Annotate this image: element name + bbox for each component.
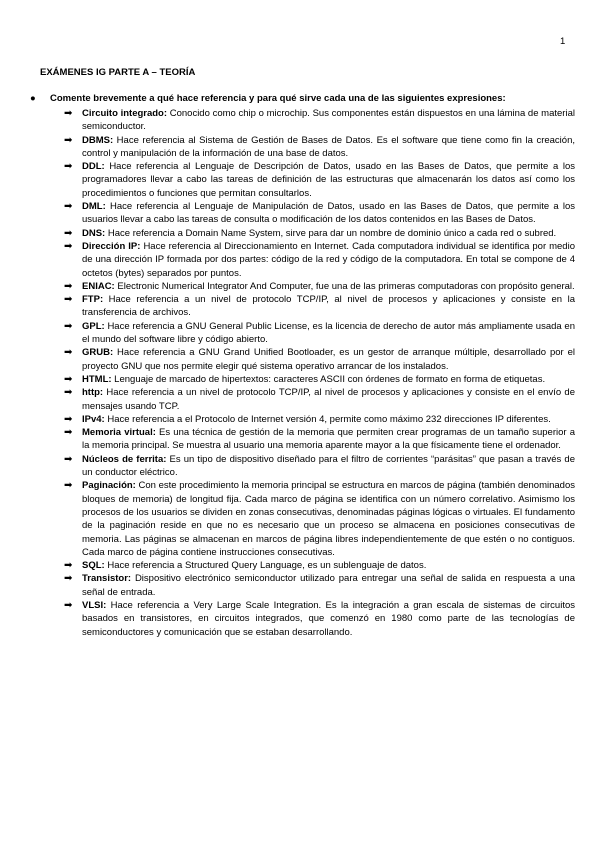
item-definition: Hace referencia a GNU General Public License, es la licencia de derecho de autor más ampliamente usada en el mundo del software libre y código abierto. — [82, 320, 575, 346]
arrow-icon: ➡ — [64, 294, 73, 306]
list-item — [64, 200, 575, 227]
term-list — [64, 107, 575, 639]
arrow-icon: ➡ — [64, 320, 73, 332]
list-item — [64, 346, 575, 373]
item-definition: Hace referencia al Sistema de Gestión de Bases de Datos. Es el software que tiene como fin la creación, control y manipulación de la información de una base de datos. — [82, 134, 575, 159]
arrow-icon: ➡ — [64, 201, 73, 213]
list-item — [64, 160, 575, 200]
list-item — [64, 426, 575, 453]
arrow-icon: ➡ — [64, 427, 73, 439]
item-definition: Hace referencia a un nivel de protocolo TCP/IP, al nivel de procesos y aplicaciones y consiste en el envío de mensajes usando TCP. — [82, 387, 575, 412]
item-definition: Hace referencia al Lenguaje de Manipulación de Datos, usado en las Bases de Datos, que permite a los usuarios llevar a cabo las tareas de consulta o modificación de los datos contenidos en las Bases de Datos. — [82, 201, 575, 226]
item-definition: Hace referencia a GNU Grand Unified Bootloader, es un gestor de arranque múltiple, desarrollado por el proyecto GNU que nos permite elegir qué sistema operativo arrancar de los instalados. — [82, 347, 575, 372]
item-definition: Dispositivo electrónico semiconductor utilizado para entregar una señal de salida en respuesta a una señal de entrada. — [82, 573, 575, 598]
page-number: 1 — [560, 36, 566, 47]
item-definition: Es un tipo de dispositivo diseñado para el filtro de corrientes “parásitas” que pasan a través de un conductor eléctrico. — [82, 453, 575, 479]
item-definition: Conocido como chip o microchip. Sus componentes están dispuestos en una lámina de material semiconductor. — [82, 108, 575, 133]
list-item — [64, 227, 575, 240]
item-definition: Hace referencia a un nivel de protocolo TCP/IP, al nivel de procesos y aplicaciones y consiste en la transferencia de archivos. — [82, 294, 575, 319]
arrow-icon: ➡ — [64, 280, 73, 292]
item-term: VLSI: — [82, 599, 107, 611]
list-item — [64, 240, 575, 280]
list-item — [64, 134, 575, 161]
item-definition: Con este procedimiento la memoria principal se estructura en marcos de página (también denominados bloques de memoria) de longitud fija. Cada marco de página se identifica con un número correlativo. Asimismo los procesos de los usuarios se dividen en zonas consecutivas, denominadas páginas lógicas o virtuales. El fundamento de la paginación reside en que no es necesario que un proceso se almacena en posiciones consecutivas de memoria. Las páginas se almacenan en marcos de página libres independientemente de que estén o no contiguos. Cada marco de página contiene instrucciones consecutivas. — [82, 480, 575, 558]
item-term: GRUB: — [82, 347, 114, 359]
list-item — [64, 559, 575, 572]
list-item — [64, 280, 575, 293]
item-definition: Hace referencia a Domain Name System, sirve para dar un nombre de dominio único a cada red o subred. — [105, 227, 557, 239]
arrow-icon: ➡ — [64, 480, 73, 492]
item-term: DBMS: — [82, 134, 114, 146]
item-definition: Hace referencia al Direccionamiento en Internet. Cada computadora individual se identifica por medio de una dirección IP formada por dos partes: código de la red y código de la computadora. En total se compone de 4 octetos (bytes) separados por puntos. — [82, 240, 575, 279]
item-term: ENIAC: — [82, 280, 115, 292]
arrow-icon: ➡ — [64, 161, 73, 173]
arrow-icon: ➡ — [64, 387, 73, 399]
item-term: Dirección IP: — [82, 240, 141, 252]
list-item — [64, 320, 575, 347]
list-item — [64, 572, 575, 599]
item-term: Paginación: — [82, 480, 136, 492]
arrow-icon: ➡ — [64, 108, 73, 119]
arrow-icon: ➡ — [64, 373, 73, 385]
item-term: SQL: — [82, 560, 105, 572]
item-definition: Hace referencia a Very Large Scale Integration. Es la integración a gran escala de sistemas de circuitos basados en transistores, en circuitos integrados, que comenzó en 1980 como parte de las tecnologías de semiconductores y comunicación que se estaban desarrollando. — [82, 599, 575, 638]
list-item — [64, 413, 575, 426]
item-term: Núcleos de ferrita: — [82, 453, 167, 465]
item-definition: Es una técnica de gestión de la memoria que permiten crear programas de un tamaño superior a la memoria principal. Se muestra al usuario una memoria aparente mayor a la que físicamente tiene el ordenador. — [82, 427, 575, 452]
item-definition: Lenguaje de marcado de hipertextos: caracteres ASCII con órdenes de formato en forma de etiquetas. — [111, 373, 546, 385]
item-term: DML: — [82, 201, 106, 213]
bullet-icon: ● — [30, 93, 36, 104]
list-item — [64, 386, 575, 413]
item-term: DDL: — [82, 161, 105, 173]
question — [30, 93, 575, 104]
list-item — [64, 453, 575, 480]
arrow-icon: ➡ — [64, 453, 73, 465]
item-term: GPL: — [82, 320, 105, 332]
arrow-icon: ➡ — [64, 347, 73, 359]
item-term: FTP: — [82, 294, 104, 306]
document-title: EXÁMENES IG PARTE A – TEORÍA — [40, 67, 196, 78]
arrow-icon: ➡ — [64, 134, 73, 146]
item-term: http: — [82, 387, 104, 399]
arrow-icon: ➡ — [64, 573, 73, 585]
item-term: IPv4: — [82, 413, 105, 425]
item-term: DNS: — [82, 227, 106, 239]
arrow-icon: ➡ — [64, 413, 73, 425]
arrow-icon: ➡ — [64, 227, 73, 239]
item-definition: Electronic Numerical Integrator And Computer, fue una de las primeras computadoras con propósito general. — [114, 280, 575, 292]
item-definition: Hace referencia a el Protocolo de Internet versión 4, permite como máximo 232 direcciones IP diferentes. — [104, 413, 551, 425]
item-definition: Hace referencia a Structured Query Language, es un sublenguaje de datos. — [104, 560, 427, 572]
arrow-icon: ➡ — [64, 599, 73, 611]
item-definition: Hace referencia al Lenguaje de Descripción de Datos, usado en las Bases de Datos, que permite a los programadores llevar a cabo las tareas de definición de las estructuras que almacenarán los datos así como los procedimientos o funciones que permitan consultarlos. — [82, 161, 575, 199]
list-item — [64, 293, 575, 320]
arrow-icon: ➡ — [64, 240, 73, 252]
list-item — [64, 599, 575, 639]
arrow-icon: ➡ — [64, 560, 73, 572]
list-item — [64, 373, 575, 386]
item-term: Circuito integrado: — [82, 108, 168, 119]
list-item — [64, 107, 575, 134]
list-item — [64, 479, 575, 559]
item-term: HTML: — [82, 373, 112, 385]
item-term: Transistor: — [82, 573, 132, 585]
question-text: Comente brevemente a qué hace referencia y para qué sirve cada una de las siguientes expresiones: — [50, 93, 506, 104]
item-term: Memoria virtual: — [82, 427, 156, 439]
